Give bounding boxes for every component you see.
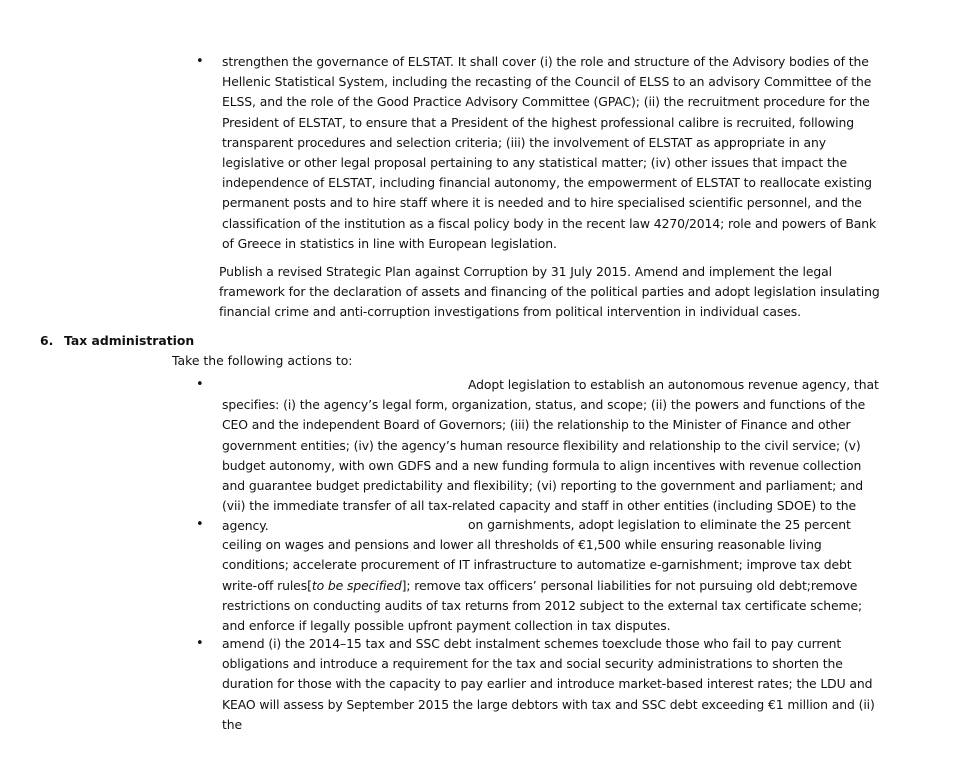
garnishments-text-after: ]; remove tax officers’ personal liabilities for not pursuing old debt;remove restrictions on conducting audits of tax returns from 2012 subject to the external tax certificate scheme; and enforce if legally possible upfront payment collection in tax disputes. <box>222 577 863 634</box>
list-item-elstat-governance <box>196 52 886 254</box>
list-item-garnishments <box>196 515 886 636</box>
list-item-text <box>222 375 886 537</box>
bullet-icon: • <box>196 517 204 532</box>
anti-corruption-paragraph: Publish a revised Strategic Plan against Corruption by 31 July 2015. Amend and implement the legal framework for the declaration of assets and financing of the political parties and adopt legislation insulating financial crime and anti-corruption investigations from political intervention in individual cases. <box>219 264 880 320</box>
garnishments-text-before: on garnishments, adopt legislation to eliminate the 25 percent ceiling on wages and pensions and lower all thresholds of €1,500 while ensuring reasonable living conditions; accelerate procurement of IT infrastructure to automatize e-garnishment; improve tax debt write-off rules[ <box>222 517 852 593</box>
list-item-text: strengthen the governance of ELSTAT. It shall cover (i) the role and structure of the Advisory bodies of the Hellenic Statistical System, including the recasting of the Council of ELSS to an advisory Committee of the ELSS, and the role of the Good Practice Advisory Committee (GPAC); (ii) the recruitment procedure for the President of ELSTAT, to ensure that a President of the highest professional calibre is recruited, following transparent procedures and selection criteria; (iii) the involvement of ELSTAT as appropriate in any legislative or other legal proposal pertaining to any statistical matter; (iv) other issues that impact the independence of ELSTAT, including financial autonomy, the empowerment of ELSTAT to reallocate existing permanent posts and to hire staff where it is needed and to hire specialised scientific personnel, and the classification of the institution as a fiscal policy body in the recent law 4270/2014; role and powers of Bank of Greece in statistics in line with European legislation. <box>222 54 877 251</box>
revenue-agency-text: Adopt legislation to establish an autonomous revenue agency, that specifies: (i) the agency’s legal form, organization, status, and scope; (ii) the powers and functions of the CEO and the independent Board of Governors; (iii) the relationship to the Minister of Finance and other government entities; (iv) the agency’s human resource flexibility and relationship to the civil service; (v) budget autonomy, with own GDFS and a new funding formula to align incentives with revenue collection and guarantee budget predictability and flexibility; (vi) reporting to the government and parliament; and (vii) the immediate transfer of all tax-related capacity and staff in other entities (including SDOE) to the agency. <box>222 377 879 534</box>
section-title: Tax administration <box>64 333 195 348</box>
bullet-icon: • <box>196 377 204 392</box>
section-intro: Take the following actions to: <box>172 353 353 368</box>
bullet-icon: • <box>196 54 204 69</box>
list-item-text: amend (i) the 2014–15 tax and SSC debt instalment schemes toexclude those who fail to pay current obligations and introduce a requirement for the tax and social security administrations to shorten the duration for those with the capacity to pay earlier and introduce market-based interest rates; the LDU and KEAO will assess by September 2015 the large debtors with tax and SSC debt exceeding €1 million and (ii) the <box>222 636 875 732</box>
list-item-debt-instalment <box>196 634 886 735</box>
list-item-text <box>222 515 886 636</box>
garnishments-text-italic: to be specified <box>311 577 402 593</box>
section-heading <box>40 331 194 351</box>
section-number: 6. <box>40 333 54 348</box>
bullet-icon: • <box>196 636 204 651</box>
list-item-revenue-agency <box>196 375 886 537</box>
